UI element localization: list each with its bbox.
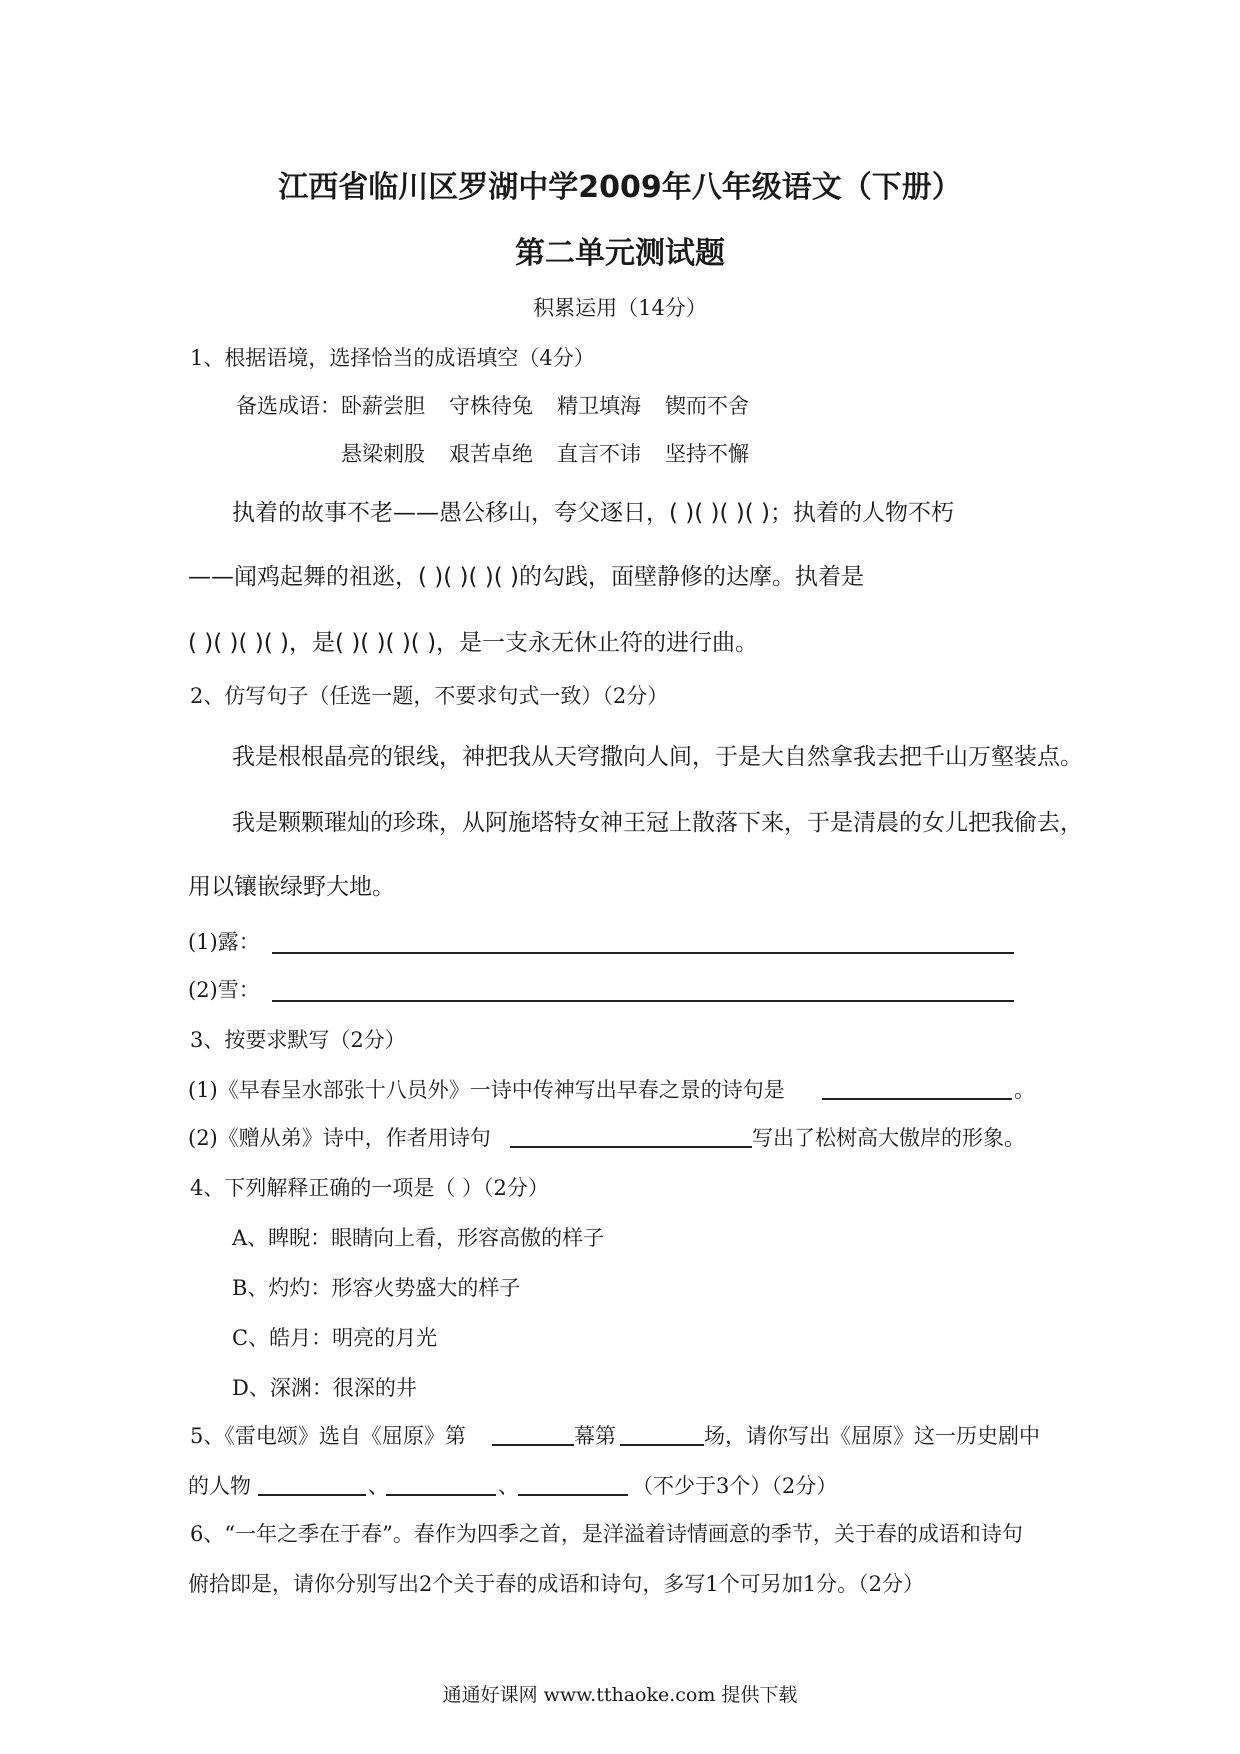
answer-line-q5-character-2[interactable]: [386, 1494, 496, 1496]
question-5-part-3: 场，请你写出《屈原》这一历史剧中: [704, 1424, 1040, 1448]
idiom-option: 艰苦卓绝: [449, 442, 533, 466]
separator: 、: [368, 1474, 389, 1498]
answer-line-q5-scene[interactable]: [620, 1444, 704, 1446]
separator: 、: [498, 1474, 519, 1498]
answer-line-q5-act[interactable]: [492, 1444, 574, 1446]
option-d: D、深渊：很深的井: [232, 1376, 417, 1400]
page-footer: 通通好课网 www.tthaoke.com 提供下载: [442, 1684, 798, 1706]
answer-line-q2-2[interactable]: [272, 1000, 1014, 1002]
answer-line-q5-character-3[interactable]: [518, 1494, 628, 1496]
idiom-option: 卧薪尝胆: [341, 394, 425, 418]
question-2-item-1-label: (1)露：: [188, 930, 260, 954]
question-3-item-1: (1)《早春呈水部张十八员外》一诗中传神写出早春之景的诗句是: [188, 1078, 785, 1102]
answer-line-q2-1[interactable]: [272, 952, 1014, 954]
question-4-prompt: 4、下列解释正确的一项是（ ）（2分）: [190, 1176, 549, 1200]
question-1-paragraph-line-2: ——闻鸡起舞的祖逖，( )( )( )( )的勾践，面壁静修的达摩。执着是: [188, 564, 865, 590]
question-2-item-2-label: (2)雪：: [188, 978, 260, 1002]
option-c: C、皓月：明亮的月光: [232, 1326, 438, 1350]
question-1-paragraph-line-1: 执着的故事不老——愚公移山，夸父逐日，( )( )( )( )；执着的人物不朽: [232, 500, 955, 526]
question-3-prompt: 3、按要求默写（2分）: [190, 1028, 406, 1052]
question-6-line-2: 俯拾即是，请你分别写出2个关于春的成语和诗句，多写1个可另加1分。（2分）: [188, 1572, 924, 1596]
section-heading: 积累运用（14分）: [533, 296, 707, 320]
option-a: A、睥睨：眼睛向上看，形容高傲的样子: [232, 1226, 605, 1250]
question-6-line-1: 6、“一年之季在于春”。春作为四季之首，是洋溢着诗情画意的季节，关于春的成语和诗句: [190, 1522, 1023, 1546]
question-5-part-2: 幕第: [574, 1424, 616, 1448]
answer-line-q5-character-1[interactable]: [258, 1494, 366, 1496]
option-b: B、灼灼：形容火势盛大的样子: [232, 1276, 521, 1300]
idiom-options-row-1: [236, 390, 773, 420]
question-2-example-2-line-2: 用以镶嵌绿野大地。: [188, 874, 395, 900]
idiom-option: 锲而不舍: [665, 394, 749, 418]
question-3-item-2: (2)《赠从弟》诗中，作者用诗句: [188, 1126, 491, 1150]
idiom-option: 直言不讳: [557, 442, 641, 466]
answer-line-q3-2[interactable]: [510, 1146, 752, 1148]
question-2-example-2-line-1: 我是颗颗璀灿的珍珠，从阿施塔特女神王冠上散落下来，于是清晨的女儿把我偷去，: [232, 810, 1083, 836]
page-title: 江西省临川区罗湖中学2009年八年级语文（下册）: [278, 170, 962, 205]
idiom-option: 悬梁刺股: [341, 442, 425, 466]
question-5-line-2-end: （不少于3个）（2分）: [632, 1474, 838, 1498]
answer-line-q3-1[interactable]: [822, 1098, 1012, 1100]
idiom-options-label: 备选成语：: [236, 394, 341, 418]
question-2-prompt: 2、仿写句子（任选一题，不要求句式一致）（2分）: [190, 684, 669, 708]
idiom-option: 精卫填海: [557, 394, 641, 418]
question-3-item-1-end: 。: [1014, 1078, 1035, 1102]
question-5-part-1: 5、《雷电颂》选自《屈原》第: [190, 1424, 466, 1448]
question-1-prompt: 1、根据语境，选择恰当的成语填空（4分）: [190, 346, 595, 370]
question-2-example-1: 我是根根晶亮的银线，神把我从天穹撒向人间，于是大自然拿我去把千山万壑装点。: [232, 744, 1083, 770]
page-subtitle: 第二单元测试题: [515, 236, 725, 271]
question-1-paragraph-line-3: ( )( )( )( )，是( )( )( )( )，是一支永无休止符的进行曲。: [188, 630, 759, 656]
idiom-option: 守株待兔: [449, 394, 533, 418]
idiom-options-row-2: [341, 438, 773, 468]
question-5-line-2-start: 的人物: [188, 1474, 251, 1498]
idiom-option: 坚持不懈: [665, 442, 749, 466]
question-3-item-2-end: 写出了松树高大傲岸的形象。: [752, 1126, 1025, 1150]
